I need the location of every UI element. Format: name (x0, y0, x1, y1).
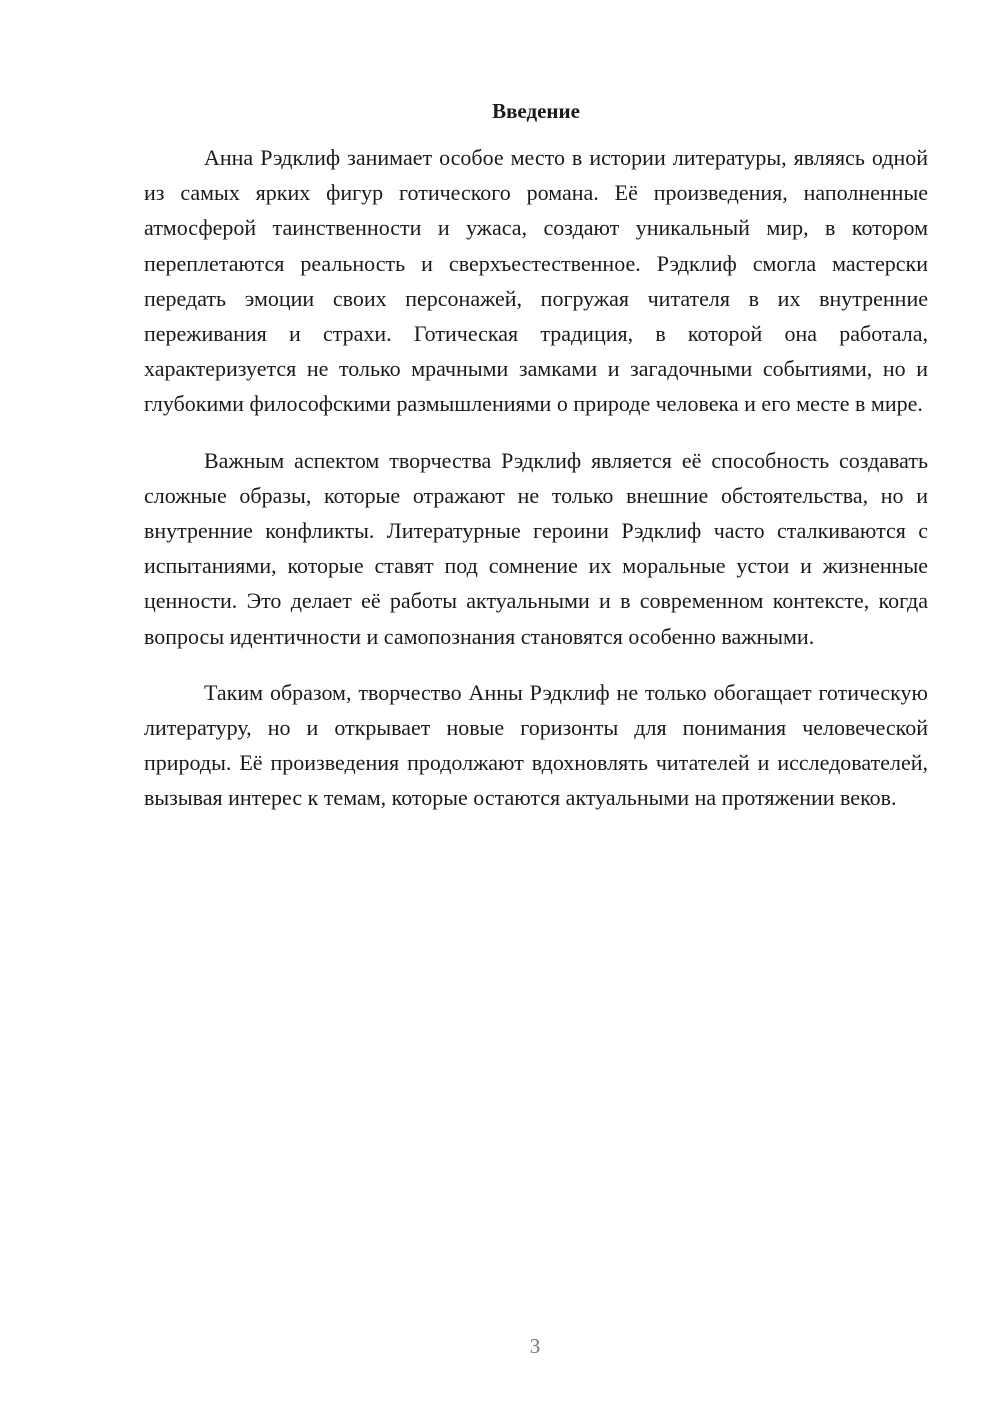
paragraph-3: Таким образом, творчество Анны Рэдклиф не только обогащает готическую литературу, но и открывает новые горизонты для понимания человеческой природы. Её произведения продолжают вдохновлять читателей и исследователей, вызывая интерес к темам, которые остаются актуальными на протяжении веков. (144, 679, 928, 811)
paragraph-1: Анна Рэдклиф занимает особое место в истории литературы, являясь одной из самых ярких фигур готического романа. Её произведения, наполненные атмосферой таинственности и ужаса, создают уникальный мир, в котором переплетаются реальность и сверхъестественное. Рэдклиф смогла мастерски передать эмоции своих персонажей, погружая читателя в их внутренние переживания и страхи. Готическая традиция, в которой она работала, характеризуется не только мрачными замками и загадочными событиями, но и глубокими философскими размышлениями о природе человека и его месте в мире. (144, 145, 928, 417)
section-title: Введение (492, 99, 580, 123)
page-content (144, 96, 928, 837)
page-number: 3 (529, 1334, 541, 1358)
paragraph-2: Важным аспектом творчества Рэдклиф является её способность создавать сложные образы, которые отражают не только внешние обстоятельства, но и внутренние конфликты. Литературные героини Рэдклиф часто сталкиваются с испытаниями, которые ставят под сомнение их моральные устои и жизненные ценности. Это делает её работы актуальными и в современном контексте, когда вопросы идентичности и самопознания становятся особенно важными. (144, 447, 928, 649)
